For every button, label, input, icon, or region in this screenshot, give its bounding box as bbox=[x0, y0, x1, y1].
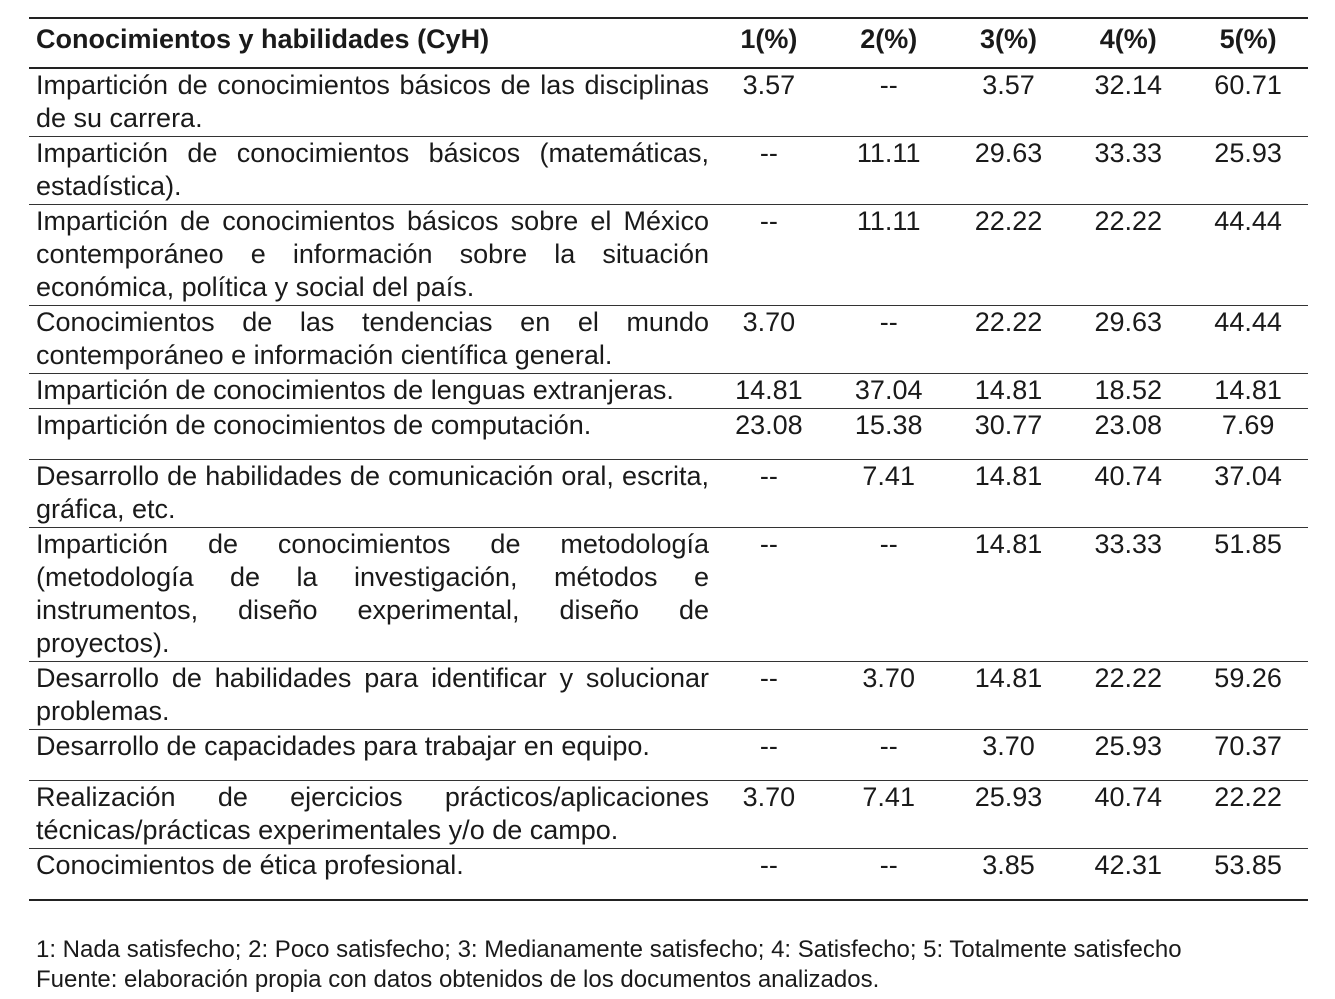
cell-level-3: 14.81 bbox=[974, 529, 1043, 559]
cell-level-3: 3.70 bbox=[982, 731, 1035, 761]
cell-level-1: 3.70 bbox=[742, 782, 796, 812]
row-label: Desarrollo de capacidades para trabajar en equipo. bbox=[36, 731, 650, 761]
table-row bbox=[29, 781, 1308, 849]
row-label: Impartición de conocimientos de metodología (metodología de la investigación, métodos e instrumentos, diseño experimental, diseño de proyectos). bbox=[36, 529, 709, 658]
cell-level-3: 22.22 bbox=[974, 307, 1043, 337]
header-level-4: 4(%) bbox=[1099, 24, 1157, 54]
cell-level-2: 7.41 bbox=[862, 782, 915, 812]
cell-level-4: 32.14 bbox=[1094, 70, 1163, 100]
header-level-1: 1(%) bbox=[740, 24, 798, 54]
satisfaction-table-container bbox=[29, 17, 1308, 901]
cell-level-5: 60.71 bbox=[1214, 70, 1282, 100]
cell-level-3: 3.57 bbox=[982, 70, 1035, 100]
cell-level-4: 42.31 bbox=[1094, 850, 1163, 880]
table-row bbox=[29, 374, 1308, 409]
table-row bbox=[29, 460, 1308, 528]
cell-level-1: -- bbox=[759, 206, 778, 236]
table-header-row bbox=[29, 18, 1308, 68]
cell-level-1: 23.08 bbox=[735, 410, 803, 440]
cell-level-2: -- bbox=[879, 70, 898, 100]
cell-level-4: 18.52 bbox=[1094, 375, 1163, 405]
row-label: Impartición de conocimientos básicos de las disciplinas de su carrera. bbox=[36, 70, 709, 133]
cell-level-3: 14.81 bbox=[974, 375, 1043, 405]
table-row bbox=[29, 306, 1308, 374]
cell-level-1: 14.81 bbox=[735, 375, 803, 405]
cell-level-4: 22.22 bbox=[1094, 663, 1163, 693]
cell-level-3: 14.81 bbox=[974, 663, 1043, 693]
cell-level-4: 33.33 bbox=[1094, 138, 1163, 168]
cell-level-4: 22.22 bbox=[1094, 206, 1163, 236]
cell-level-2: 11.11 bbox=[856, 138, 921, 168]
source-note: Fuente: elaboración propia con datos obtenidos de los documentos analizados. bbox=[36, 966, 880, 993]
cell-level-5: 44.44 bbox=[1214, 206, 1282, 236]
table-notes bbox=[36, 935, 1182, 995]
satisfaction-table bbox=[29, 17, 1308, 901]
row-label: Realización de ejercicios prácticos/aplicaciones técnicas/prácticas experimentales y/o de campo. bbox=[36, 782, 709, 845]
cell-level-5: 59.26 bbox=[1214, 663, 1282, 693]
table-row bbox=[29, 662, 1308, 730]
cell-level-2: -- bbox=[879, 850, 898, 880]
cell-level-1: 3.70 bbox=[742, 307, 796, 337]
row-label: Conocimientos de las tendencias en el mundo contemporáneo e información científica general. bbox=[36, 307, 709, 370]
cell-level-5: 7.69 bbox=[1221, 410, 1275, 440]
cell-level-1: -- bbox=[759, 529, 778, 559]
cell-level-1: -- bbox=[759, 461, 778, 491]
cell-level-5: 37.04 bbox=[1214, 461, 1282, 491]
cell-level-5: 53.85 bbox=[1214, 850, 1282, 880]
cell-level-5: 25.93 bbox=[1214, 138, 1282, 168]
header-level-2: 2(%) bbox=[860, 24, 918, 54]
cell-level-1: -- bbox=[759, 138, 778, 168]
row-label: Impartición de conocimientos básicos sobre el México contemporáneo e información sobre la situación económica, política y social del país. bbox=[36, 206, 709, 302]
cell-level-1: -- bbox=[759, 663, 778, 693]
cell-level-3: 14.81 bbox=[974, 461, 1043, 491]
header-level-3: 3(%) bbox=[979, 24, 1037, 54]
table-row bbox=[29, 205, 1308, 306]
cell-level-3: 30.77 bbox=[974, 410, 1043, 440]
cell-level-3: 25.93 bbox=[974, 782, 1043, 812]
header-level-5: 5(%) bbox=[1219, 24, 1277, 54]
cell-level-4: 40.74 bbox=[1094, 782, 1163, 812]
header-cyh: Conocimientos y habilidades (CyH) bbox=[36, 24, 490, 54]
table-row bbox=[29, 730, 1308, 781]
cell-level-3: 29.63 bbox=[974, 138, 1043, 168]
row-label: Conocimientos de ética profesional. bbox=[36, 850, 464, 880]
cell-level-2: 37.04 bbox=[854, 375, 923, 405]
table-row bbox=[29, 137, 1308, 205]
cell-level-2: -- bbox=[879, 307, 898, 337]
cell-level-2: 7.41 bbox=[862, 461, 915, 491]
cell-level-2: 3.70 bbox=[862, 663, 915, 693]
cell-level-4: 25.93 bbox=[1094, 731, 1163, 761]
cell-level-1: -- bbox=[759, 850, 778, 880]
table-row bbox=[29, 528, 1308, 662]
cell-level-5: 22.22 bbox=[1214, 782, 1282, 812]
cell-level-3: 22.22 bbox=[974, 206, 1043, 236]
cell-level-1: -- bbox=[759, 731, 778, 761]
row-label: Impartición de conocimientos de lenguas extranjeras. bbox=[36, 375, 674, 405]
cell-level-5: 44.44 bbox=[1214, 307, 1282, 337]
row-label: Impartición de conocimientos de computación. bbox=[36, 410, 592, 440]
cell-level-3: 3.85 bbox=[982, 850, 1035, 880]
cell-level-4: 29.63 bbox=[1094, 307, 1163, 337]
cell-level-4: 33.33 bbox=[1094, 529, 1163, 559]
row-label: Desarrollo de habilidades de comunicación oral, escrita, gráfica, etc. bbox=[36, 461, 709, 524]
cell-level-2: -- bbox=[879, 529, 898, 559]
cell-level-5: 51.85 bbox=[1214, 529, 1282, 559]
row-label: Impartición de conocimientos básicos (matemáticas, estadística). bbox=[36, 138, 709, 201]
cell-level-1: 3.57 bbox=[742, 70, 796, 100]
cell-level-4: 40.74 bbox=[1094, 461, 1163, 491]
table-row bbox=[29, 409, 1308, 460]
cell-level-2: 15.38 bbox=[854, 410, 923, 440]
cell-level-5: 14.81 bbox=[1214, 375, 1282, 405]
cell-level-2: 11.11 bbox=[856, 206, 921, 236]
cell-level-2: -- bbox=[879, 731, 898, 761]
legend-note: 1: Nada satisfecho; 2: Poco satisfecho; 3: Medianamente satisfecho; 4: Satisfecho; 5: Totalmente satisfecho bbox=[36, 936, 1182, 963]
cell-level-5: 70.37 bbox=[1214, 731, 1282, 761]
table-row bbox=[29, 849, 1308, 901]
row-label: Desarrollo de habilidades para identificar y solucionar problemas. bbox=[36, 663, 709, 726]
table-row bbox=[29, 68, 1308, 137]
cell-level-4: 23.08 bbox=[1094, 410, 1163, 440]
